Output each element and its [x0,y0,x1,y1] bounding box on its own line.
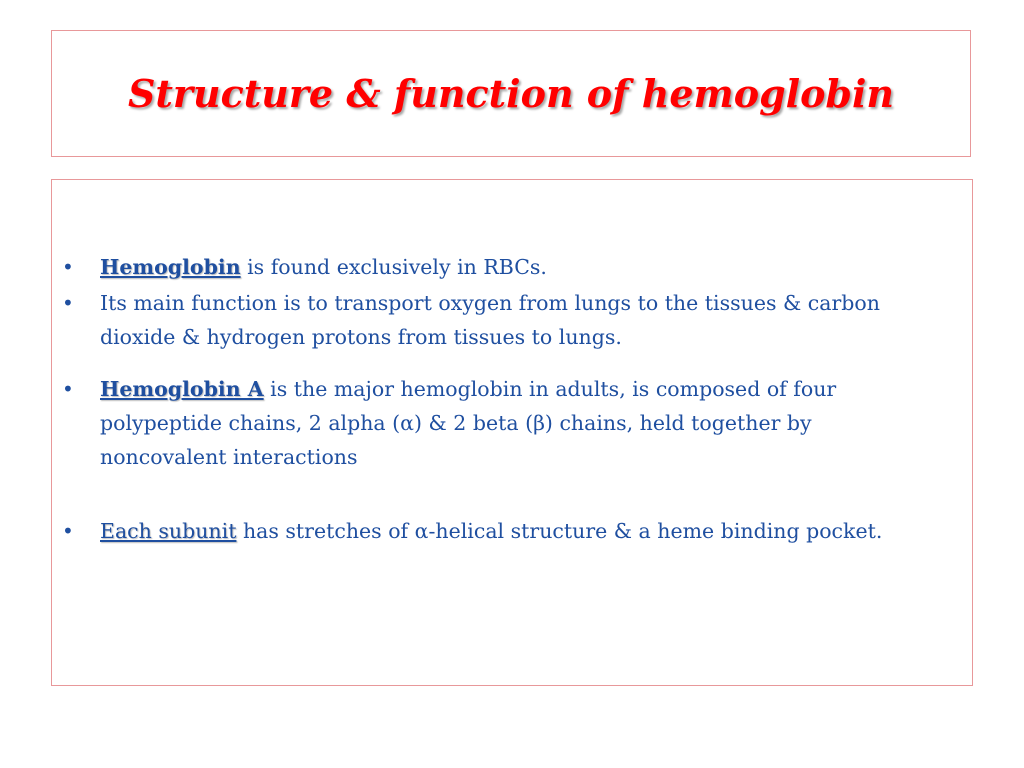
bullet-term: Each subunit [100,519,237,543]
bullet-item [62,372,942,474]
bullet-list [62,250,942,548]
bullet-item [62,286,942,354]
bullet-text: has stretches of α-helical structure & a heme binding pocket. [236,519,883,543]
title-box [51,30,971,157]
bullet-item [62,250,942,284]
content-box [51,179,973,686]
bullet-item [62,514,942,548]
bullet-text: Its main function is to transport oxygen from lungs to the tissues & carbon dioxide & hydrogen protons from tissues to lungs. [100,291,880,349]
bullet-term: Hemoglobin A [100,377,264,401]
bullet-term: Hemoglobin [100,255,241,279]
bullet-text: is the major hemoglobin in adults, is composed of four polypeptide chains, 2 alpha (α) & 2 beta (β) chains, held together by noncovalent interactions [100,377,837,469]
slide-title: Structure & function of hemoglobin [127,71,895,116]
bullet-text: is found exclusively in RBCs. [240,255,547,279]
